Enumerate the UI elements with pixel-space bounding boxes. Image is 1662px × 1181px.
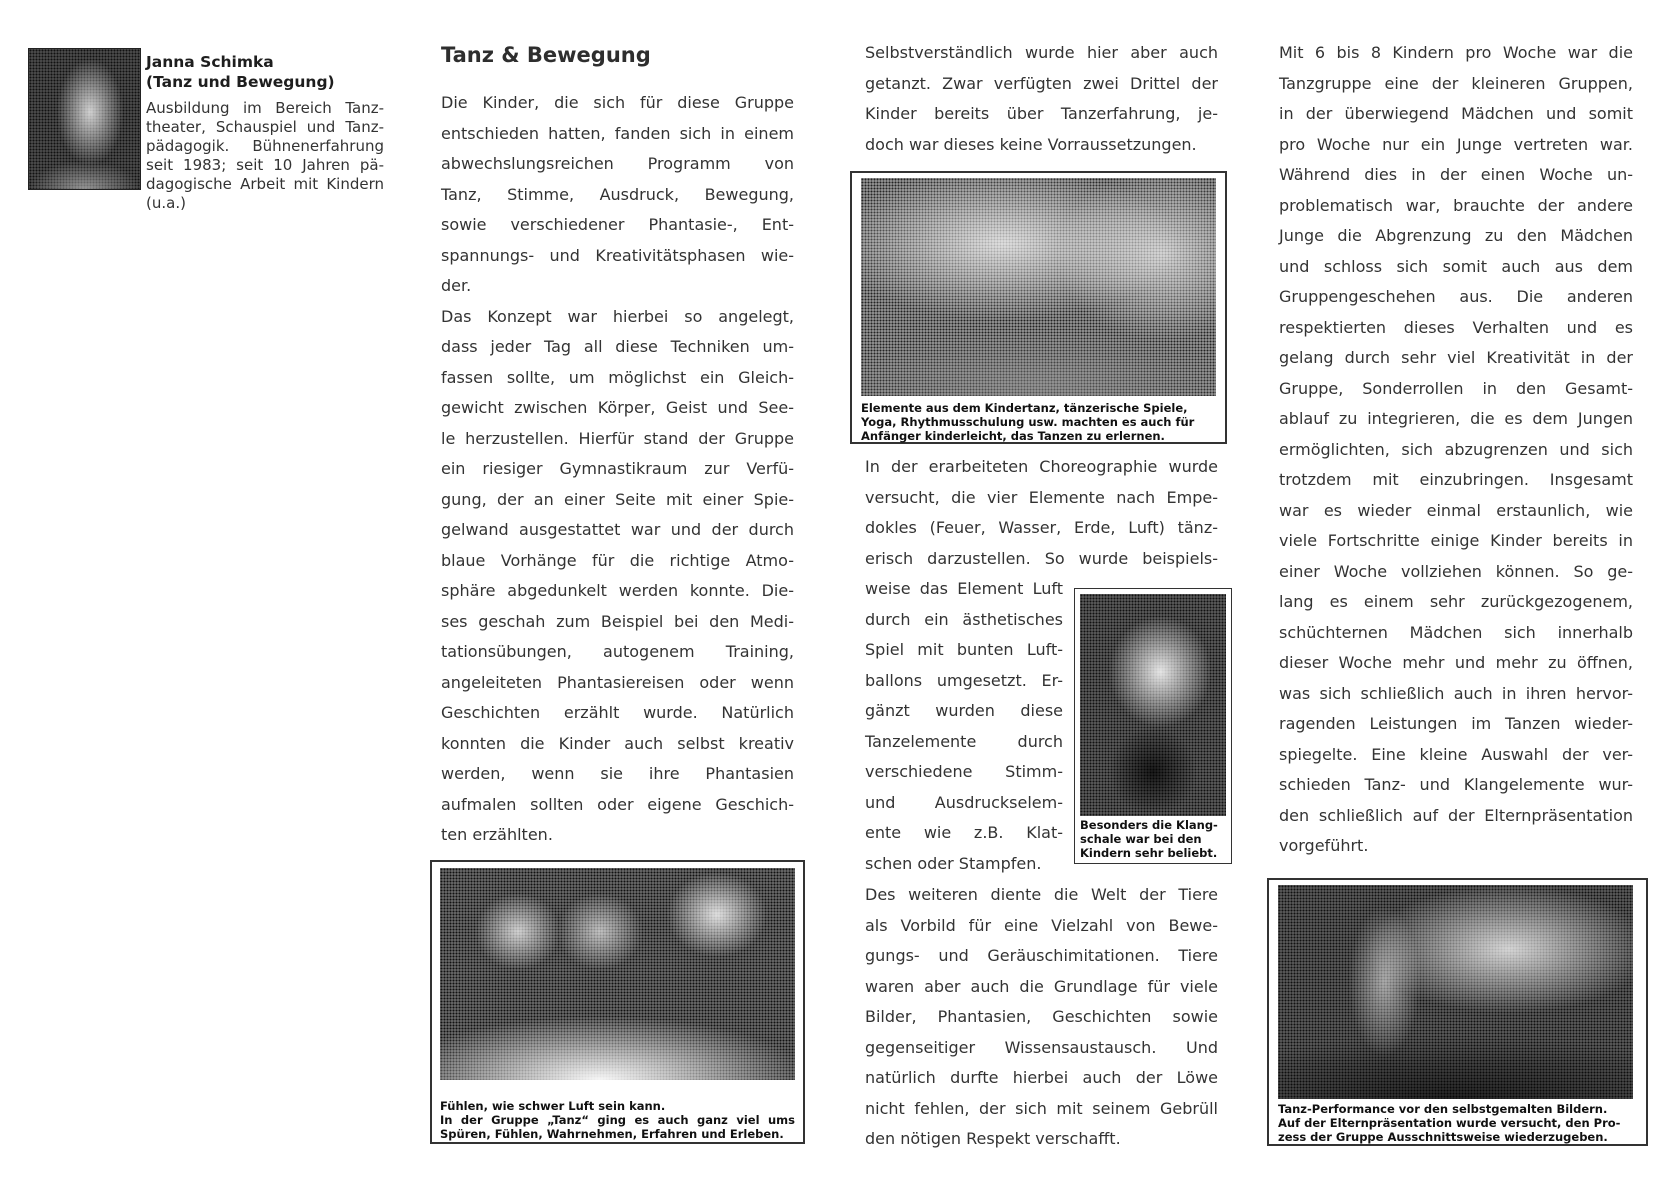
text-line: weise das Element Luft — [865, 579, 1063, 598]
text-line: Des weiteren diente die Welt der Tiere — [865, 885, 1218, 904]
article-title: Tanz & Bewegung — [441, 43, 651, 67]
text-line: durch ein ästhetisches — [865, 609, 1063, 629]
author-description — [146, 99, 384, 213]
text-line: entschieden hatten, fanden sich in einem — [441, 123, 794, 143]
author-bio — [146, 52, 384, 213]
text-line: angeleiteten Phantasiereisen oder wenn — [441, 672, 794, 692]
figure-performance-caption — [1278, 1102, 1638, 1144]
text-line: Gruppe, Sonderrollen in den Gesamt- — [1279, 378, 1633, 398]
text-line: konnten die Kinder auch selbst kreativ — [441, 733, 794, 753]
text-line: gung, der an einer Seite mit einer Spie- — [441, 489, 794, 509]
bio-line: Ausbildung im Bereich Tanz- — [146, 99, 384, 117]
text-line: Gruppengeschehen aus. Die anderen — [1279, 287, 1633, 306]
text-line: ein riesiger Gymnastikraum zur Verfü- — [441, 459, 794, 478]
bio-line: pädagogik. Bühnenerfahrung — [146, 137, 384, 155]
photo-gym-dancing-children — [861, 178, 1216, 396]
text-line: sphäre abgedunkelt werden konnte. Die- — [441, 581, 794, 600]
text-line: fassen sollte, um möglichst ein Gleich- — [441, 367, 794, 387]
text-line: schüchternen Mädchen sich innerhalb — [1279, 622, 1633, 642]
text-line: gewicht zwischen Körper, Geist und See- — [441, 398, 794, 417]
text-line: Kinder bereits über Tanzerfahrung, je- — [865, 104, 1218, 123]
text-line: tationsübungen, autogenem Training, — [441, 642, 794, 661]
text-line: Das Konzept war hierbei so angelegt, — [441, 306, 794, 326]
text-line: spiegelte. Eine kleine Auswahl der ver- — [1279, 744, 1633, 764]
text-line: der. — [441, 276, 472, 295]
text-line: doch war dieses keine Vorraussetzungen. — [865, 134, 1197, 154]
text-line: trotzdem mit einzubringen. Insgesamt — [1279, 470, 1633, 489]
text-line: was sich schließlich auch in ihren hervor- — [1279, 683, 1633, 703]
photo-singing-bowl — [1080, 594, 1226, 816]
text-line: werden, wenn sie ihre Phantasien — [441, 764, 794, 783]
column-2-wrapped-text — [865, 574, 1063, 879]
caption-line: Besonders die Klang- — [1080, 818, 1218, 832]
text-line: ermöglichten, sich abzugrenzen und sich — [1279, 439, 1633, 459]
caption-line: Yoga, Rhythmusschulung usw. machten es auch für — [861, 415, 1195, 429]
text-line: war es wieder einmal erstaunlich, wie — [1279, 500, 1633, 520]
text-line: Während dies in der einen Woche un- — [1279, 165, 1633, 184]
text-line: gänzt wurden diese — [865, 701, 1063, 720]
bio-line: theater, Schauspiel und Tanz- — [146, 118, 384, 136]
text-line: dokles (Feuer, Wasser, Erde, Luft) tänz- — [865, 518, 1218, 537]
author-name: Janna Schimka — [146, 53, 274, 71]
text-line: und Ausdruckselem- — [865, 792, 1063, 812]
text-line: pro Woche nur ein Junge vertreten war. — [1279, 134, 1633, 154]
author-role: (Tanz und Bewegung) — [146, 73, 335, 91]
text-line: in der überwiegend Mädchen und somit — [1279, 104, 1633, 123]
figure-gym-caption — [861, 401, 1216, 443]
text-line: schieden Tanz- und Klangelemente wur- — [1279, 775, 1633, 794]
text-line: Die Kinder, die sich für diese Gruppe — [441, 93, 794, 112]
caption-line: Auf der Elternpräsentation wurde versucht, den Pro- — [1278, 1116, 1621, 1130]
text-line: natürlich durfte hierbei auch der Löwe — [865, 1068, 1218, 1087]
text-line: ballons umgesetzt. Er- — [865, 670, 1063, 690]
photo-children-sitting-on-floor — [440, 868, 795, 1080]
text-line: als Vorbild für eine Vielzahl von Bewe- — [865, 915, 1218, 935]
text-line: Spiel mit bunten Luft- — [865, 640, 1063, 659]
figure-singing-bowl — [1074, 588, 1232, 864]
text-line: den nötigen Respekt verschafft. — [865, 1129, 1121, 1148]
bio-line: dagogische Arbeit mit Kindern — [146, 175, 384, 193]
text-line: dieser Woche mehr und mehr zu öffnen, — [1279, 653, 1633, 672]
text-line: getanzt. Zwar verfügten zwei Drittel der — [865, 73, 1218, 93]
text-line: blaue Vorhänge für die richtige Atmo- — [441, 550, 794, 570]
text-line: problematisch war, brauchte der andere — [1279, 195, 1633, 215]
text-line: Mit 6 bis 8 Kindern pro Woche war die — [1279, 43, 1633, 62]
figure-performance — [1267, 878, 1648, 1146]
caption-line: Anfänger kinderleicht, das Tanzen zu erlernen. — [861, 429, 1165, 443]
text-line: erisch darzustellen. So wurde beispiels- — [865, 548, 1218, 568]
text-line: gungs- und Geräuschimitationen. Tiere — [865, 946, 1218, 965]
bio-line: (u.a.) — [146, 194, 186, 212]
text-line: gelwand ausgestattet war und der durch — [441, 520, 794, 539]
text-line: Geschichten erzählt wurde. Natürlich — [441, 703, 794, 722]
text-line: Selbstverständlich wurde hier aber auch — [865, 43, 1218, 62]
text-line: Bilder, Phantasien, Geschichten sowie — [865, 1007, 1218, 1026]
caption-line: schale war bei den — [1080, 832, 1202, 846]
text-line: dass jeder Tag all diese Techniken um- — [441, 337, 794, 356]
text-line: sowie verschiedener Phantasie-, Ent- — [441, 215, 794, 234]
text-line: verschiedene Stimm- — [865, 762, 1063, 781]
text-line: Tanz, Stimme, Ausdruck, Bewegung, — [441, 184, 794, 204]
text-line: ablauf zu integrieren, die es dem Jungen — [1279, 409, 1633, 428]
text-line: den schließlich auf der Elternpräsentation — [1279, 805, 1633, 825]
caption-line: Fühlen, wie schwer Luft sein kann. — [440, 1099, 666, 1113]
column-2-top-text — [865, 38, 1218, 160]
caption-line: Spüren, Fühlen, Wahrnehmen, Erfahren und Erleben. — [440, 1127, 784, 1141]
text-line: lang es einem sehr zurückgezogenem, — [1279, 592, 1633, 611]
text-line: ten erzählten. — [441, 825, 553, 844]
text-line: und schloss sich somit auch aus dem — [1279, 256, 1633, 276]
text-line: versucht, die vier Elemente nach Empe- — [865, 487, 1218, 507]
caption-line: Tanz-Performance vor den selbstgemalten Bildern. — [1278, 1102, 1608, 1116]
text-line: Tanzgruppe eine der kleineren Gruppen, — [1279, 73, 1633, 93]
text-line: einer Woche vollziehen können. So ge- — [1279, 561, 1633, 581]
text-line: In der erarbeiteten Choreographie wurde — [865, 457, 1218, 476]
column-2-middle-text — [865, 452, 1218, 574]
text-line: viele Fortschritte einige Kinder bereits in — [1279, 531, 1633, 550]
author-portrait-photo — [28, 48, 141, 190]
figure-floor-exercise — [430, 860, 805, 1144]
text-line: gegenseitiger Wissensaustausch. Und — [865, 1037, 1218, 1057]
bio-line: seit 1983; seit 10 Jahren pä- — [146, 156, 384, 174]
text-line: Junge die Abgrenzung zu den Mädchen — [1279, 226, 1633, 245]
text-line: abwechslungsreichen Programm von — [441, 154, 794, 173]
caption-line: Elemente aus dem Kindertanz, tänzerische Spiele, — [861, 401, 1188, 415]
figure-floor-caption — [440, 1099, 795, 1141]
photo-dance-performance — [1278, 885, 1633, 1099]
column-2-bottom-text — [865, 880, 1218, 1155]
text-line: nicht fehlen, der sich mit seinem Gebrüll — [865, 1098, 1218, 1118]
figure-gym — [850, 171, 1227, 444]
text-line: schen oder Stampfen. — [865, 853, 1042, 873]
figure-bowl-caption — [1080, 818, 1226, 860]
text-line: ragenden Leistungen im Tanzen wieder- — [1279, 714, 1633, 733]
text-line: waren aber auch die Grundlage für viele — [865, 976, 1218, 996]
text-line: spannungs- und Kreativitätsphasen wie- — [441, 245, 794, 265]
caption-line: In der Gruppe „Tanz“ ging es auch ganz viel ums — [440, 1113, 795, 1127]
text-line: Tanzelemente durch — [865, 731, 1063, 751]
column-1-text — [441, 88, 794, 851]
text-line: le herzustellen. Hierfür stand der Gruppe — [441, 428, 794, 448]
text-line: aufmalen sollten oder eigene Geschich- — [441, 794, 794, 814]
text-line: ses geschah zum Beispiel bei den Medi- — [441, 611, 794, 631]
column-3-text — [1279, 38, 1633, 862]
caption-line: Kindern sehr beliebt. — [1080, 846, 1218, 860]
text-line: vorgeführt. — [1279, 836, 1369, 855]
text-line: respektierten dieses Verhalten und es — [1279, 317, 1633, 337]
caption-line: zess der Gruppe Ausschnittsweise wiederzugeben. — [1278, 1130, 1608, 1144]
text-line: ente wie z.B. Klat- — [865, 823, 1063, 842]
text-line: gelang durch sehr viel Kreativität in der — [1279, 348, 1633, 367]
